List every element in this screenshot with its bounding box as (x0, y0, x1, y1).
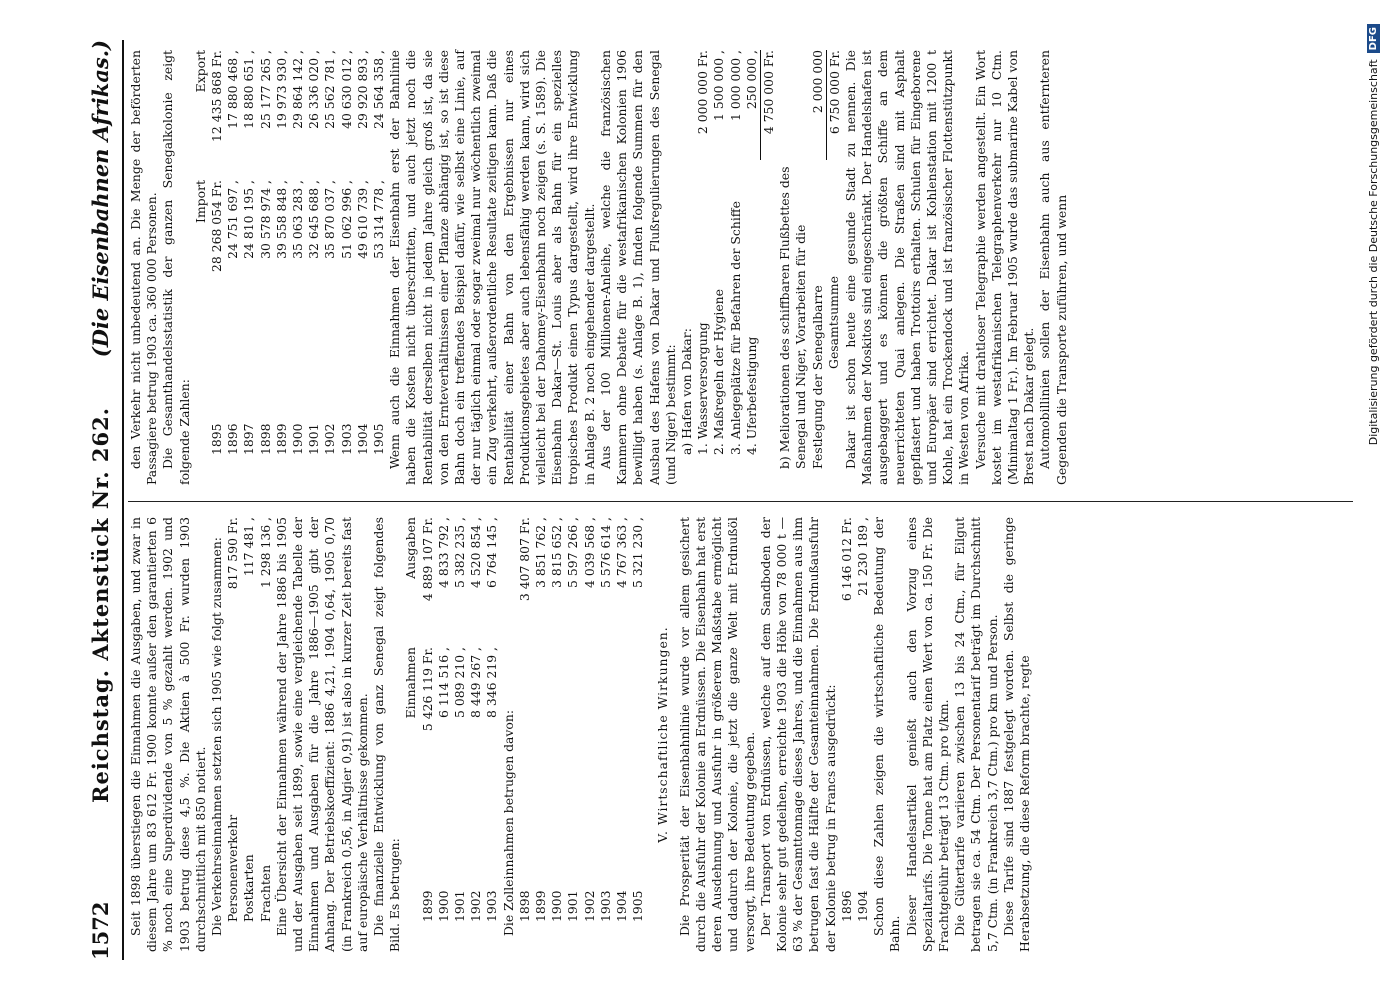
table-cell: 24 810 195 , (241, 180, 257, 259)
table-row (533, 517, 549, 952)
table-cell: 35 870 037 , (322, 180, 338, 259)
paragraph: Aus der 100 Millionen-Anleihe, welche die französischen Kammern ohne Debatte für die westafrikanischen Kolonien 1906 bewilligt haben (s. Anlage B. 1), finden folgende Summen für den Ausbau des Hafens von Dakar und Flußregulierungen des Senegal (und Niger) bestimmt: (597, 50, 678, 485)
table-cell: 1. Wasserversorgung (695, 322, 711, 455)
table-row (225, 50, 241, 485)
table-row (209, 50, 225, 485)
table-cell: 5 576 614 , (597, 517, 613, 588)
header-title: Reichstag. Aktenstück Nr. 262. (87, 407, 113, 803)
table-cell: 1900 (435, 890, 451, 922)
table-cell: 4 833 792 , (435, 517, 451, 588)
table-row (322, 50, 338, 485)
table-cell: 4. Uferbefestigung (743, 336, 759, 455)
table-cell: 1899 (533, 890, 549, 922)
table-cell: 18 880 651 , (241, 50, 257, 129)
table-cell: 1899 (273, 423, 289, 455)
table-row (258, 50, 274, 485)
table-row (420, 517, 436, 952)
paragraph: Die finanzielle Entwicklung von ganz Senegal zeigt folgendes Bild. Es betrugen: (371, 517, 403, 952)
table-cell: 5 089 210 , (452, 647, 468, 718)
table-row (614, 517, 630, 952)
melioration-row: b) Meliorationen des schiffbaren Flußbettes des Senegal und Niger, Vorarbeiten für die Festlegung der Senegalbarre 2 000 000 (777, 50, 825, 469)
paragraph: Diese Tarife sind 1887 festgelegt worden. Selbst die geringe Herabsetzung, die diese Reform brachte, regte (1000, 517, 1032, 952)
table-cell: 17 880 468 , (225, 50, 241, 129)
table-cell: 1905 (371, 423, 387, 455)
table-row (549, 517, 565, 952)
table-cell: 5 382 235 , (452, 517, 468, 588)
table-cell: 5 321 230 , (630, 517, 646, 588)
table-row (452, 517, 468, 952)
paragraph: Die Prosperität der Eisenbahnlinie wurde vor allem gesichert durch die Ausfuhr der Kolonie an Erdnüssen. Die Eisenbahn hat erst deren Ausdehnung und Ausfuhr in größerem Maßstabe ermöglicht und dadurch der Kolonie, die jetzt die ganze Welt mit Erdnußöl versorgt, ihre Bedeutung gegeben. (676, 517, 757, 952)
peanut-export-table (839, 517, 871, 952)
table-cell: 4 520 854 , (468, 517, 484, 588)
table-cell: 1897 (241, 423, 257, 455)
table-header: Einnahmen Ausgaben (403, 517, 419, 719)
table-cell: 1902 (322, 423, 338, 455)
page-number: 1572 (87, 901, 113, 960)
table-cell: 4 767 363 , (614, 517, 630, 588)
table-cell: 1903 (484, 890, 500, 922)
table-cell: 40 630 012 , (338, 50, 354, 129)
table-cell: 1905 (630, 890, 646, 922)
table-cell: 1 000 000 , (727, 50, 743, 121)
paragraph: Dakar ist schon heute eine gesunde Stadt zu nennen. Die Maßnahmen der Moskitos sind eingeschränkt. Der Handelshafen ist ausgebaggert und es können die größten Schiffe an dem neuerrichteten Quai anlegen. Die Straßen sind mit Asphalt gepflastert und haben Trottoirs erhalten. Schulen für Eingeborene und Europäer sind errichtet. Dakar ist Kohlenstation mit 1200 t Kohle, hat ein Trockendock und ist französischer Flottenstützpunkt in Westen von Afrika. (842, 50, 972, 485)
table-cell: 2. Maßregeln der Hygiene (711, 289, 727, 455)
table-cell: 1901 (565, 890, 581, 922)
paragraph: Die Gesamthandelsstatistik der ganzen Senegalkolonie zeigt folgende Zahlen: (160, 50, 192, 485)
table-cell: 1901 (452, 890, 468, 922)
table-cell: Frachten (257, 864, 273, 922)
table-cell: 1904 (614, 890, 630, 922)
table-row (355, 50, 371, 485)
table-cell: 1898 (257, 423, 273, 455)
customs-table (517, 517, 647, 952)
table-cell: 4 039 568 , (581, 517, 597, 588)
table-row (241, 517, 257, 952)
table-cell: 1903 (597, 890, 613, 922)
table-header: Import Export (192, 50, 208, 223)
table-row (598, 517, 614, 952)
table-cell: 1904 (354, 423, 370, 455)
digitization-footer (1364, 0, 1383, 1000)
table-cell: 12 435 868 Fr. (209, 50, 225, 142)
left-column (128, 517, 1033, 952)
table-cell: 117 481 , (241, 517, 257, 577)
table-cell: 53 314 778 , (371, 180, 387, 259)
table-cell: 1896 (838, 890, 854, 922)
table-row (468, 517, 484, 952)
harbor-costs-table (695, 50, 760, 485)
table-row (728, 50, 744, 485)
table-cell: 24 751 697 , (225, 180, 241, 259)
table-cell: 3. Anlegeplätze für Befahren der Schiffe (727, 201, 743, 455)
table-row (225, 517, 241, 952)
subtotal-row: 4 750 000 Fr. (760, 50, 777, 485)
table-row (839, 517, 855, 952)
table-row (241, 50, 257, 485)
table-cell: 1902 (468, 890, 484, 922)
page-header (82, 40, 118, 960)
table-cell: 29 864 142 , (290, 50, 306, 129)
table-cell: 1895 (209, 423, 225, 455)
table-cell: 3 815 652 , (549, 517, 565, 588)
table-cell: Personenverkehr (225, 814, 241, 922)
table-cell: 1903 (338, 423, 354, 455)
dfg-logo: DFG (1367, 24, 1380, 53)
table-cell: 1 500 000 , (711, 50, 727, 121)
subsection-heading: a) Hafen von Dakar: (678, 328, 694, 455)
paragraph: Automobillinien sollen der Eisenbahn auch aus entfernteren Gegenden die Transporte zuführen, und wenn (1037, 50, 1069, 485)
table-cell: 25 177 265 , (257, 50, 273, 129)
table-cell: 1899 (419, 890, 435, 922)
table-cell: 3 851 762 , (533, 517, 549, 588)
paragraph: Dieser Handelsartikel genießt auch den Vorzug eines Spezialtarifs. Die Tonne hat am Platz einen Wert von ca. 150 Fr. Die Frachtgebühr beträgt 13 Ctm. pro t/km. (903, 517, 951, 952)
table-cell: 4 889 107 Fr. (419, 517, 435, 602)
column-divider (128, 501, 1353, 502)
table-cell: 30 578 974 , (257, 180, 273, 259)
paragraph: Versuche mit drahtloser Telegraphie werden angestellt. Ein Wort kostet im westafrikanischen Telegraphenverkehr nur 10 Ctm. (Minimaltag 1 Fr.). Im Februar 1905 wurde das submarine Kabel von Brest nach Dakar gelegt. (972, 50, 1037, 485)
total-row: Gesamtsumme 6 750 000 Fr. (825, 50, 842, 369)
table-cell: 1898 (516, 890, 532, 922)
paragraph: Die Gütertarife variieren zwischen 13 bis 24 Ctm., für Eilgut betragen sie ca. 54 Ctm. Der Personentarif beträgt im Durchschnitt 5,7 Ctm. (in Frankreich 3,7 Ctm.) pro km und Person. (952, 517, 1000, 952)
table-row (744, 50, 760, 485)
table-row (306, 50, 322, 485)
table-cell: 8 449 267 , (468, 647, 484, 718)
table-cell: 1904 (854, 890, 870, 922)
table-row (436, 517, 452, 952)
footer-text: Digitalisierung gefördert durch die Deutsche Forschungsgemeinschaft (1367, 59, 1380, 446)
table-row (855, 517, 871, 952)
table-row (517, 517, 533, 952)
table-cell: 21 230 189 , (854, 517, 870, 596)
table-cell: 25 562 781 , (322, 50, 338, 129)
table-cell: 6 114 516 , (435, 647, 451, 718)
paragraph: Schon diese Zahlen zeigen die wirtschaftliche Bedeutung der Bahn. (871, 517, 903, 952)
table-row (339, 50, 355, 485)
table-cell: 39 558 848 , (273, 180, 289, 259)
table-cell: 19 973 930 , (273, 50, 289, 129)
table-cell: 35 063 283 , (290, 180, 306, 259)
table-row (711, 50, 727, 485)
paragraph: Seit 1898 überstiegen die Einnahmen die Ausgaben, und zwar in diesem Jahre um 83 612 Fr. 1900 konnte außer den garantierten 6 % noch eine Superdividende von 5 % gezahlt werden. 1902 und 1903 betrug diese 4,5 %. Die Aktien à 500 Fr. wurden 1903 durchschnittlich mit 850 notiert. (128, 517, 208, 952)
table-cell: 6 764 145 , (484, 517, 500, 588)
table-cell: 250 000 , (743, 50, 759, 110)
paragraph: Wenn auch die Einnahmen der Eisenbahn erst der Bahnlinie haben die Kosten nicht überschritten, und auch jetzt noch die Rentabilität derselben nicht in jedem Jahre gleich groß ist, da sie von den Ernteverhältnissen einer Pflanze abhängig ist, so ist diese Bahn doch ein treffendes Beispiel dafür, wie selbst eine Linie, auf der nur täglich einmal oder sogar zweimal nur wöchentlich zweimal ein Zug verkehrt, außerordentliche Resultate zeitigen kann. Daß die Rentabilität einer Bahn von den Ergebnissen nur eines Produktionsgebietes aber auch lebensfähig werden kann, wird sich vielleicht bei der Dahomey-Eisenbahn noch zeigen (s. S. 1589). Die Eisenbahn Dakar—St. Louis aber als Bahn für ein spezielles tropisches Produkt einen Typus dargestellt, wird ihre Entwicklung in Anlage B. 2 noch eingehender dargestellt. (387, 50, 597, 485)
table-cell: 3 407 807 Fr. (516, 517, 532, 602)
table-cell: 24 564 358 , (371, 50, 387, 129)
paragraph: Der Transport von Erdnüssen, welche auf dem Sandboden der Kolonie sehr gut gedeihen, erreichte 1903 die Höhe von 78 000 t — 63 % der Gesamttonnage dieses Jahres, und die Einnahmen aus ihm betrugen fast die Hälfte der Gesamteinnahmen. Die Erdnußausfuhr der Kolonie betrug in Francs ausgedrückt: (757, 517, 838, 952)
table-cell: 1900 (290, 423, 306, 455)
table-row (565, 517, 581, 952)
table-row (290, 50, 306, 485)
right-column (128, 50, 1070, 485)
table-row (630, 517, 646, 952)
table-cell: 5 597 266 , (565, 517, 581, 588)
table-row (484, 517, 500, 952)
table-cell: 29 920 893 , (354, 50, 370, 129)
table-row (371, 50, 387, 485)
table-row (258, 517, 274, 952)
paragraph: Die Verkehrseinnahmen setzten sich 1905 wie folgt zusammen: (209, 537, 225, 936)
table-cell: 51 062 996 , (338, 180, 354, 259)
table-cell: 817 590 Fr. (225, 517, 241, 590)
table-cell: 1896 (225, 423, 241, 455)
table-cell: 6 146 012 Fr. (838, 517, 854, 602)
table-cell: 5 426 119 Fr. (419, 647, 435, 732)
table-row (582, 517, 598, 952)
table-cell: 1902 (581, 890, 597, 922)
table-row (695, 50, 711, 485)
table-cell: 1901 (306, 423, 322, 455)
paragraph: Die Zolleinnahmen betrugen davon: (500, 709, 516, 936)
table-cell: 1900 (549, 890, 565, 922)
table-cell: 28 268 054 Fr. (209, 180, 225, 272)
table-cell: 8 346 219 , (484, 647, 500, 718)
header-subject: (Die Eisenbahnen Afrikas.) (87, 40, 113, 358)
paragraph: Eine Übersicht der Einnahmen während der Jahre 1886 bis 1905 und der Ausgaben seit 1899, sowie eine vergleichende Tabelle der Einnahmen und Ausgaben für die Jahre 1886—1905 gibt der Anhang. Der Betriebskoeffizient: 1886 4,21, 1904 0,64, 1905 0,70 (in Frankreich 0,56, in Algier 0,91) ist also in kurzer Zeit bereits fast auf europäische Verhältnisse gekommen. (273, 517, 370, 952)
table-cell: 2 000 000 Fr. (695, 50, 711, 135)
trade-table (209, 50, 387, 485)
finance-table (420, 517, 501, 952)
paragraph: den Verkehr nicht unbedeutend an. Die Menge der beförderten Passagiere betrug 1903 ca. 360 000 Personen. (128, 50, 160, 485)
table-cell: Postkarten (241, 854, 257, 922)
header-rule (122, 40, 124, 960)
table-cell: 1 298 136 , (257, 517, 273, 588)
revenue-table (225, 517, 274, 952)
table-row (274, 50, 290, 485)
table-cell: 32 645 688 , (306, 180, 322, 259)
table-cell: 26 336 020 , (306, 50, 322, 129)
table-cell: 49 610 739 , (354, 180, 370, 259)
section-heading: V. Wirtschaftliche Wirkungen. (654, 626, 670, 843)
